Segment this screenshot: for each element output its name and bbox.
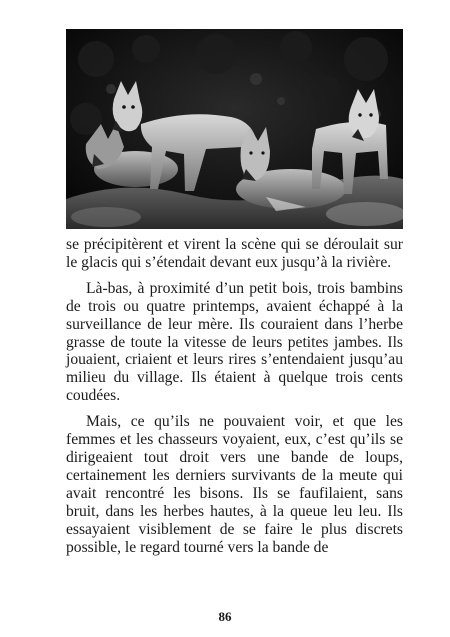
body-text (66, 236, 403, 556)
paragraph-2: Là-bas, à proximité d’un petit bois, trois bambins de trois ou quatre printemps, avaient échappé à la surveillance de leur mère. Ils couraient dans l’herbe grasse de toute la vitesse de leurs petites jambes. Ils jouaient, criaient et leurs rires s’entendaient jusqu’au milieu du village. Ils étaient à quelque trois cents coudées. (66, 279, 403, 405)
page-number: 86 (218, 609, 232, 624)
paragraph-1: se précipitèrent et virent la scène qui se déroulait sur le glacis qui s’étendait devant eux jusqu’à la rivière. (66, 236, 403, 271)
wolves-photo (66, 29, 403, 229)
paragraph-3: Mais, ce qu’ils ne pouvaient voir, et que les femmes et les chasseurs voyaient, eux, c’est qu’ils se dirigeaient tout droit vers une bande de loups, certainement les derniers survivants de la meute qui avait rencontré les bisons. Ils se faufilaient, sans bruit, dans les herbes hautes, à la queue leu leu. Ils essayaient visiblement de se faire le plus discrets possible, le regard tourné vers la bande de (66, 413, 403, 556)
